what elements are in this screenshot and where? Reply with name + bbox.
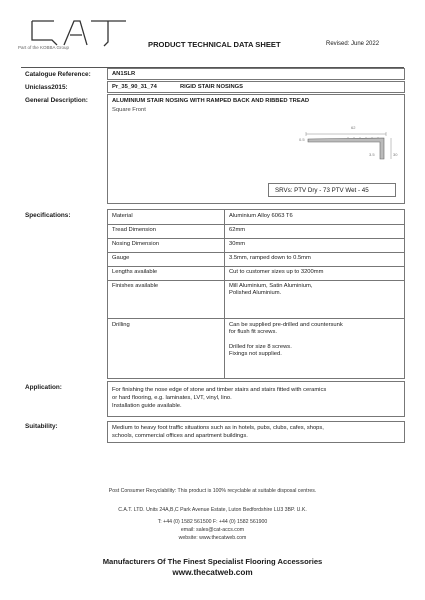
spec-value: Cut to customer sizes up to 3200mm: [229, 269, 324, 275]
general-subtitle: Square Front: [112, 107, 146, 113]
suitability-line: Medium to heavy foot traffic situations such as in hotels, pubs, clubs, cafes, shops,: [112, 425, 324, 431]
spec-value: 62mm: [229, 227, 246, 233]
spec-value: Aluminium Alloy 6063 T6: [229, 213, 293, 219]
application-label: Application:: [25, 384, 62, 391]
srv-box: [268, 183, 396, 197]
application-line: For finishing the nose edge of stone and timber stairs and stairs fitted with ceramics: [112, 387, 327, 393]
spec-value: Polished Aluminium.: [229, 290, 282, 296]
specifications-label: Specifications:: [25, 212, 71, 219]
spec-value: for flush fit screws.: [229, 329, 277, 335]
spec-name: Drilling: [112, 322, 130, 328]
group-note: Part of the KOBBA Group: [18, 45, 70, 50]
spec-value: 3.5mm, ramped down to 0.5mm: [229, 255, 311, 261]
spec-name: Gauge: [112, 255, 130, 261]
application-line: Installation guide available.: [112, 403, 182, 409]
general-title: ALUMINIUM STAIR NOSING WITH RAMPED BACK AND RIBBED TREAD: [112, 98, 310, 104]
uniclass-label: Uniclass2015:: [25, 84, 68, 91]
spec-name: Nosing Dimension: [112, 241, 160, 247]
cat-logo: [30, 18, 130, 48]
srv-values: SRVs: PTV Dry - 73 PTV Wet - 45: [275, 187, 369, 194]
application-line: or hard flooring, e.g. laminates, LVT, vinyl, lino.: [112, 395, 232, 401]
suitability-line: schools, commercial offices and apartment buildings.: [112, 433, 248, 439]
general-label: General Description:: [25, 97, 88, 104]
tagline: Manufacturers Of The Finest Specialist Flooring Accessories: [102, 557, 323, 566]
dim-tread: 62: [351, 125, 356, 130]
suitability-box: [107, 421, 405, 443]
company-email: email: sales@cat-accs.com: [180, 527, 245, 533]
spec-name: Material: [112, 213, 133, 219]
catalogue-label: Catalogue Reference:: [25, 71, 91, 78]
dim-ramp: 0.5: [299, 137, 305, 142]
website-link[interactable]: www.thecatweb.com: [172, 568, 253, 577]
specifications-table: [107, 209, 405, 379]
suitability-label: Suitability:: [25, 423, 58, 430]
spec-name: Finishes available: [112, 283, 159, 289]
spec-value: Can be supplied pre-drilled and countersunk: [229, 322, 343, 328]
spec-value: Drilled for size 8 screws.: [229, 344, 292, 350]
dim-gauge: 3.5: [369, 152, 375, 157]
catalogue-box: [107, 68, 405, 80]
uniclass-code: Pr_35_90_31_74: [112, 84, 157, 90]
spec-value: 30mm: [229, 241, 246, 247]
application-box: [107, 381, 405, 417]
dim-nosing: 30: [393, 152, 398, 157]
profile-drawing: [288, 122, 400, 164]
spec-value: Mill Aluminium, Satin Aluminium,: [229, 283, 313, 289]
company-phone: T: +44 (0) 1582 561500 F: +44 (0) 1582 561900: [157, 519, 268, 525]
spec-value: Fixings not supplied.: [229, 351, 282, 357]
revised-date: Revised: June 2022: [326, 41, 380, 47]
spec-name: Lengths available: [112, 269, 158, 275]
spec-name: Tread Dimension: [112, 227, 156, 233]
general-box: [107, 94, 405, 204]
recyclability-note: Post Consumer Recyclability: This product is 100% recyclable at suitable disposal centres.: [108, 488, 317, 494]
uniclass-name: RIGID STAIR NOSINGS: [180, 84, 244, 90]
company-address: C.A.T. LTD. Units 24A,B,C Park Avenue Estate, Luton Bedfordshire LU3 3BP. U.K.: [118, 507, 307, 513]
page-title: PRODUCT TECHNICAL DATA SHEET: [148, 40, 281, 49]
company-website-small: website: www.thecatweb.com: [178, 535, 247, 541]
uniclass-box: [107, 81, 405, 93]
catalogue-value: AN1SLR: [112, 71, 136, 77]
